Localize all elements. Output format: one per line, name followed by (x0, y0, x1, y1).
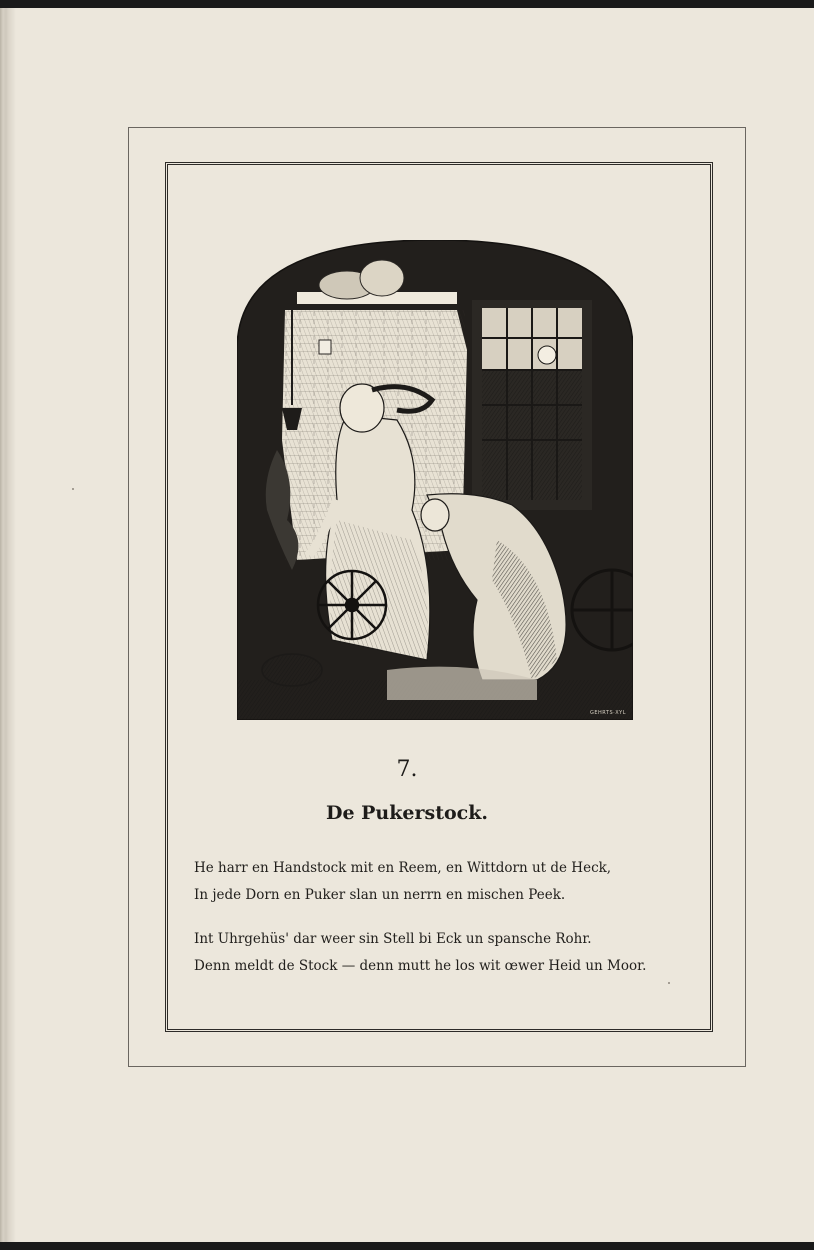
paper-speck (668, 982, 670, 984)
stanza (194, 855, 694, 909)
poem-number: 7. (396, 757, 418, 782)
verse-line: He harr en Handstock mit en Reem, en Wittdorn ut de Heck, (194, 860, 612, 876)
verse-line: In jede Dorn en Puker slan un nerrn en mischen Peek. (194, 887, 566, 903)
wall-plaque (319, 340, 331, 354)
verse-line: Int Uhrgehüs' dar weer sin Stell bi Eck un spansche Rohr. (194, 931, 592, 947)
paper-speck (72, 488, 74, 490)
poem-title: De Pukerstock. (325, 802, 489, 824)
face-at-window (538, 346, 556, 364)
verse-line: Denn meldt de Stock — denn mutt he los wit œwer Heid un Moor. (194, 958, 647, 974)
page-gutter-edge (0, 8, 16, 1242)
stanza (194, 926, 694, 980)
bowl (360, 260, 404, 296)
spinning-wheel (318, 571, 386, 639)
woman-head (340, 384, 384, 432)
engraving-illustration (237, 240, 633, 720)
crouching-woman-head (421, 499, 449, 531)
engraver-signature: GEHRTS·XYL (590, 710, 626, 716)
